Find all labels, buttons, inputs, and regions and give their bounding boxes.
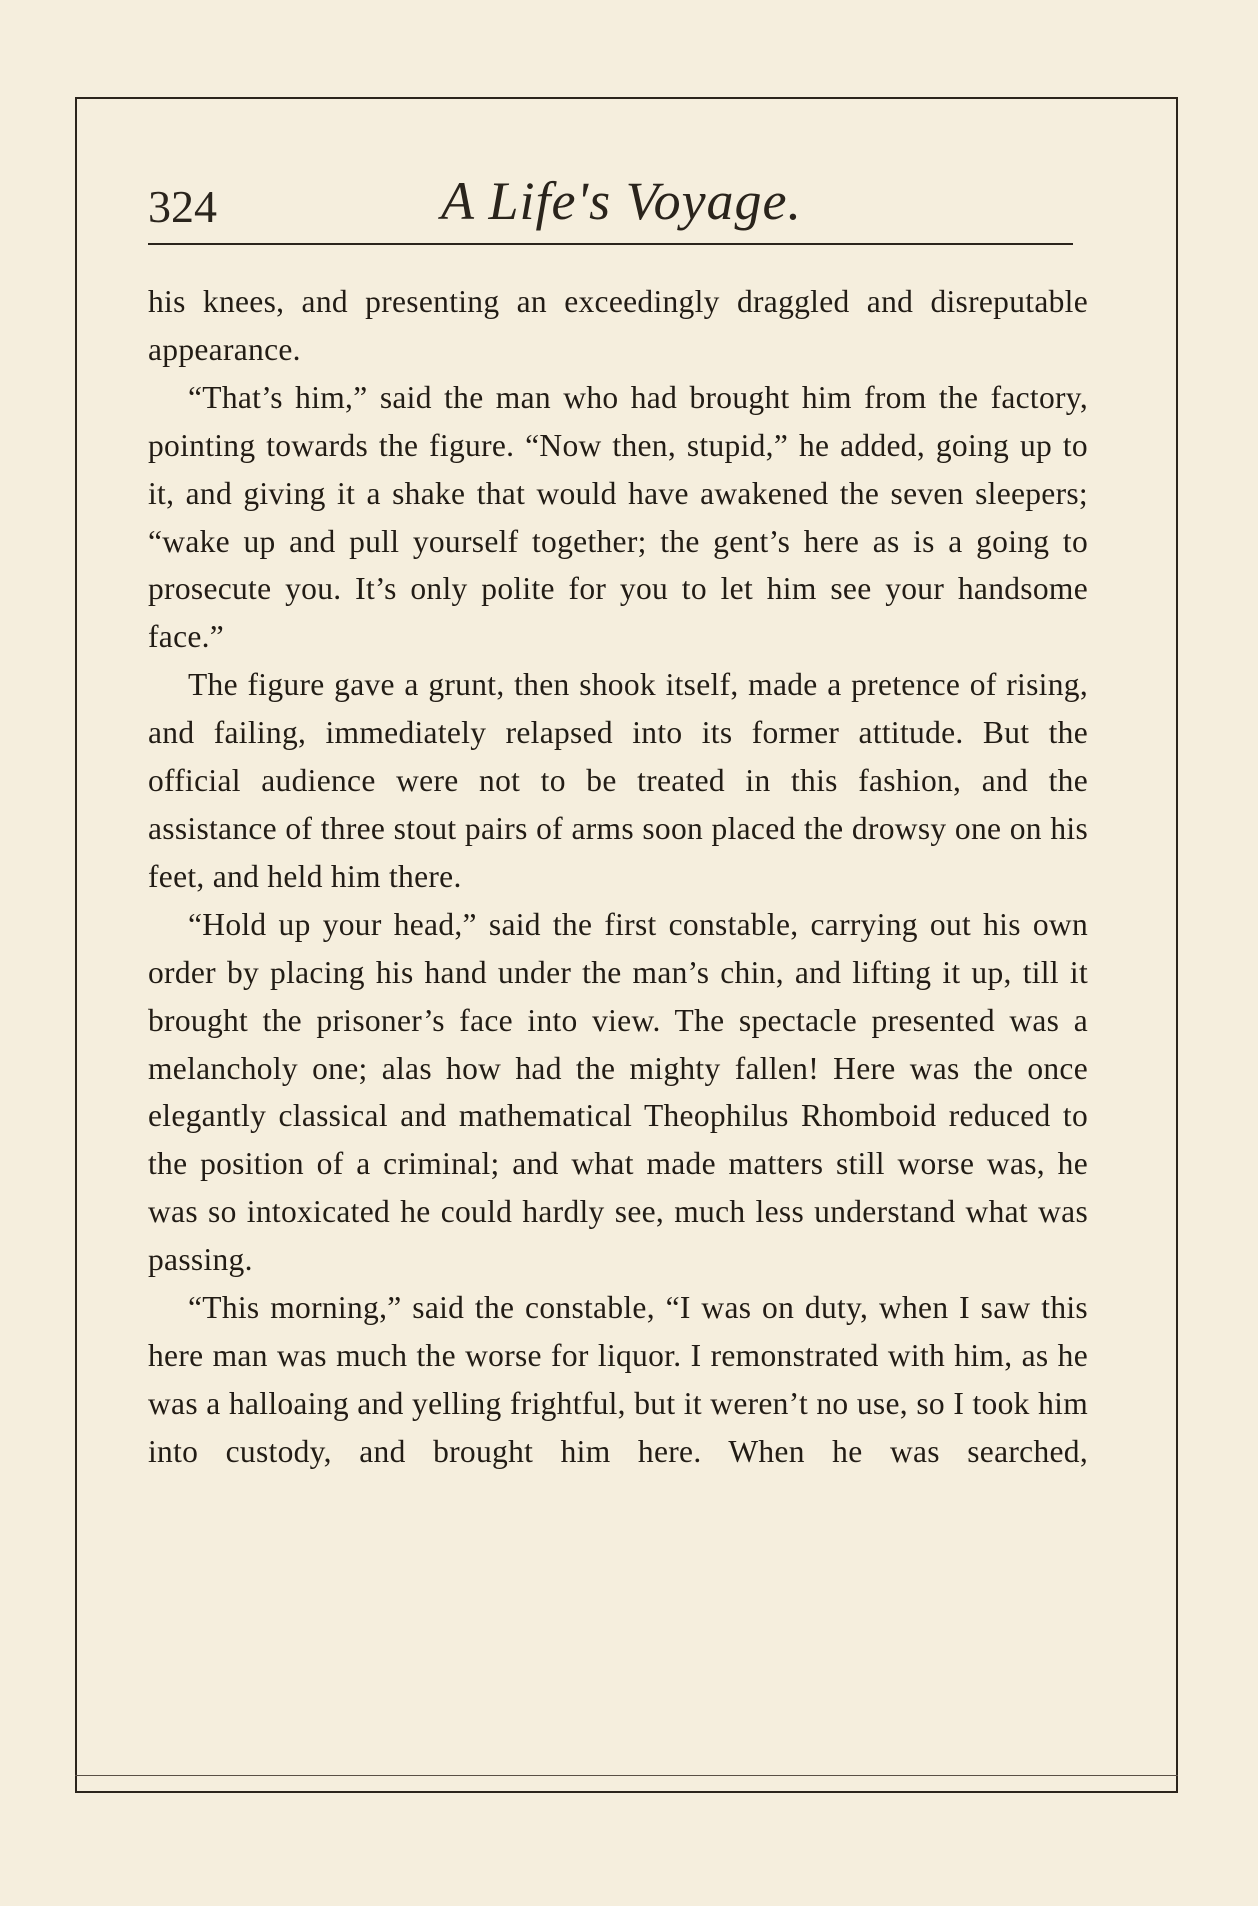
paragraph-2: “That’s him,” said the man who had brought him from the factory, pointing towards the figure. “Now then, stupid,” he added, going up to it, and giving it a shake that would have awakened the seven sleepers; “wake up and pull yourself together; the gent’s here as is a going to prosecute you. It’s only polite for you to let him see your handsome face.” [148,379,1088,655]
running-head [148,168,1083,238]
page-number: 324 [148,181,217,232]
header-rule [148,243,1073,245]
paragraph-3: The figure gave a grunt, then shook itself, made a pretence of rising, and failing, immediately relapsed into its former attitude. But the official audience were not to be treated in this fashion, and the assistance of three stout pairs of arms soon placed the drowsy one on his feet, and held him there. [148,667,1088,894]
paragraph-4: “Hold up your head,” said the first constable, carrying out his own order by placing his hand under the man’s chin, and lifting it up, till it brought the prisoner’s face into view. The spectacle presented was a melancholy one; alas how had the mighty fallen! Here was the once elegantly classical and mathematical Theophilus Rhomboid reduced to the position of a criminal; and what made matters still worse was, he was so intoxicated he could hardly see, much less understand what was passing. [148,906,1088,1278]
body-text [148,278,1088,1476]
paragraph-1: his knees, and presenting an exceedingly draggled and disreputable appearance. [148,284,1088,367]
running-title: A Life's Voyage. [441,171,803,231]
bottom-rule [75,1775,1178,1776]
paragraph-5: “This morning,” said the constable, “I was on duty, when I saw this here man was much the worse for liquor. I remonstrated with him, as he was a halloaing and yelling frightful, but it weren’t no use, so I took him into custody, and brought him here. When he was searched, [148,1290,1088,1469]
